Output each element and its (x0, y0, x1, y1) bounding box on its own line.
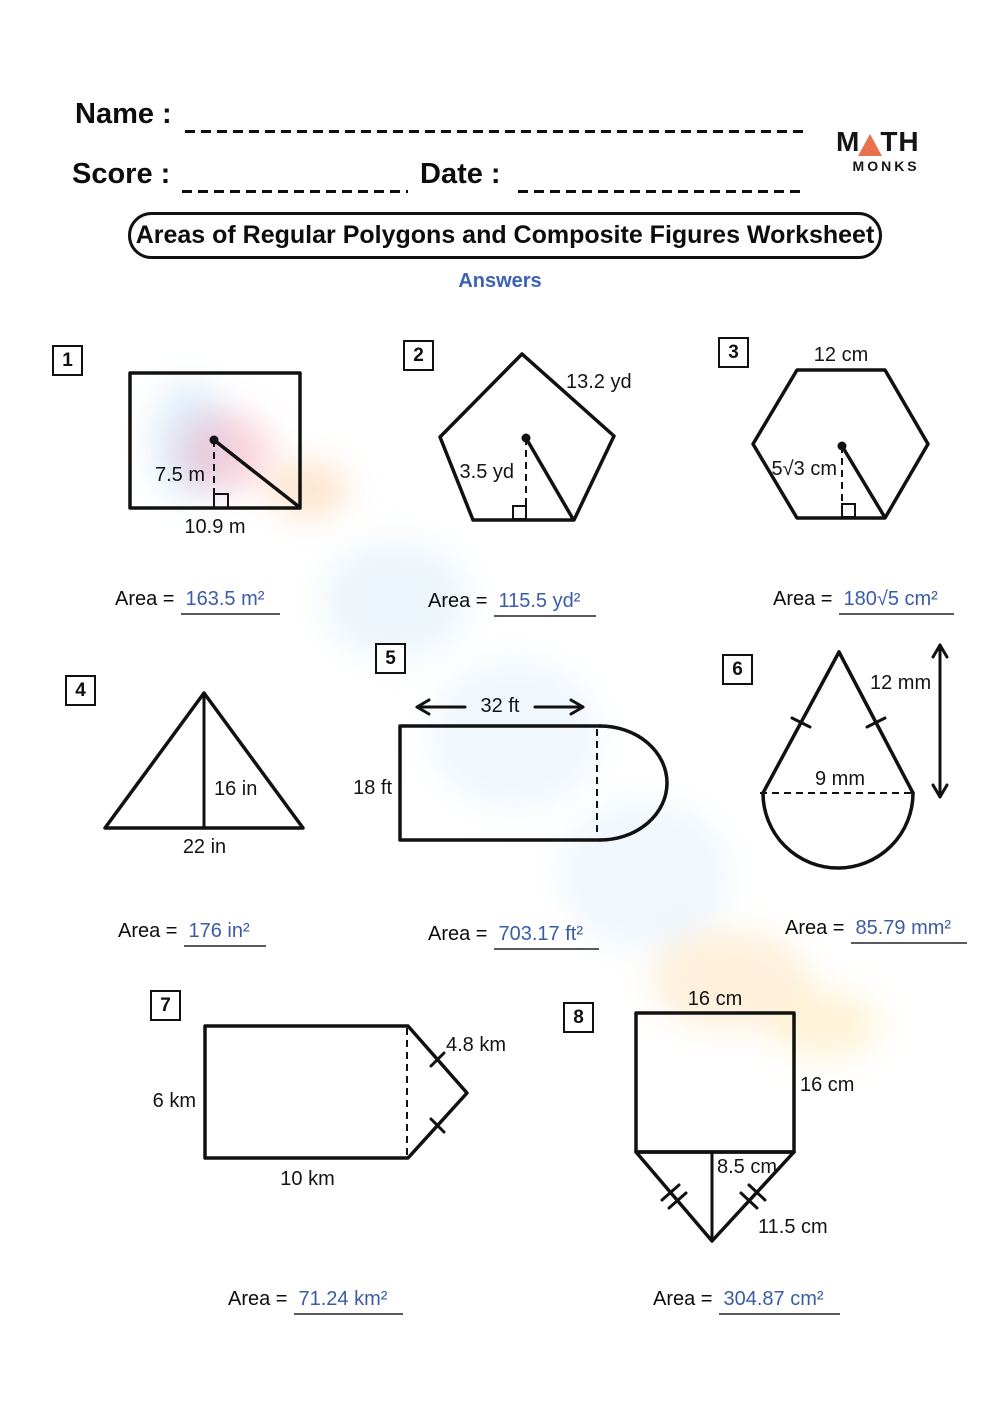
dimension-label-height: 12 mm (870, 672, 932, 694)
area-answer: 71.24 km² (294, 1288, 403, 1315)
problem-number: 6 (722, 654, 753, 685)
logo-subtitle: MONKS (852, 158, 920, 174)
area-label: Area = (118, 920, 178, 942)
logo-triangle-icon (858, 134, 882, 156)
problem-8 (555, 980, 945, 1325)
problem-5 (350, 640, 700, 960)
score-blank-line (182, 190, 408, 193)
rectangle-semicircle-figure (350, 640, 700, 870)
area-answer: 180√5 cm² (839, 588, 953, 615)
area-answer: 163.5 m² (181, 588, 280, 615)
center-dot (210, 436, 219, 445)
area-answer: 85.79 mm² (851, 917, 967, 944)
dimension-label-apothem: 3.5 yd (459, 461, 514, 483)
right-angle-marker (513, 506, 526, 519)
center-dot (522, 434, 531, 443)
area-answer: 703.17 ft² (494, 923, 599, 950)
dimension-label-base: 22 in (182, 836, 227, 858)
problem-4 (55, 660, 365, 960)
center-dot (838, 442, 847, 451)
area-line (773, 588, 954, 611)
date-blank-line (518, 190, 806, 193)
problem-number: 2 (403, 340, 434, 371)
area-line (115, 588, 280, 611)
pentagon-figure (390, 335, 690, 555)
composite-outline (205, 1026, 467, 1158)
radius-line (842, 446, 884, 516)
area-line (653, 1288, 840, 1311)
dimension-label-slant: 11.5 cm (758, 1216, 828, 1238)
semicircle-arc (763, 793, 913, 868)
dimension-label-side: 13.2 yd (566, 371, 632, 393)
square-triangle-figure (555, 980, 945, 1265)
dimension-label-right: 16 cm (800, 1074, 855, 1096)
area-label: Area = (428, 590, 488, 612)
problem-number: 7 (150, 990, 181, 1021)
problem-2 (390, 335, 690, 630)
problem-7 (140, 980, 570, 1325)
worksheet-title (128, 212, 882, 259)
area-line (428, 923, 599, 946)
logo-text-th: TH (880, 126, 920, 157)
dimension-label-top: 16 cm (687, 988, 743, 1010)
problem-number: 8 (563, 1002, 594, 1033)
dimension-label-base: 10.9 m (184, 516, 246, 538)
name-label: Name : (75, 98, 172, 130)
worksheet-title-text: Areas of Regular Polygons and Composite Figures Worksheet (135, 221, 875, 249)
dimension-label-slant: 4.8 km (446, 1034, 507, 1056)
dimension-label-apothem: 5√3 cm (771, 458, 837, 480)
dimension-label-side: 12 cm (813, 344, 869, 366)
area-answer: 304.87 cm² (719, 1288, 839, 1315)
problem-number: 5 (375, 643, 406, 674)
problem-number: 4 (65, 675, 96, 706)
problem-number: 1 (52, 345, 83, 376)
area-label: Area = (428, 923, 488, 945)
dimension-label-tri-height: 8.5 cm (717, 1156, 778, 1178)
logo-text-m: M (836, 126, 861, 157)
semicircle-arc (600, 726, 667, 840)
right-angle-marker (842, 504, 855, 517)
square-outline (636, 1013, 794, 1152)
dimension-label-width: 32 ft (480, 695, 520, 717)
date-label: Date : (420, 158, 501, 190)
area-label: Area = (228, 1288, 288, 1310)
area-label: Area = (115, 588, 175, 610)
area-label: Area = (653, 1288, 713, 1310)
problem-3 (705, 330, 1000, 630)
area-label: Area = (785, 917, 845, 939)
area-label: Area = (773, 588, 833, 610)
dimension-label-apothem: 7.5 m (154, 464, 205, 486)
dimension-label-height: 16 in (214, 778, 258, 800)
area-line (785, 917, 967, 940)
radius-line (214, 440, 298, 506)
area-answer: 176 in² (184, 920, 265, 947)
logo-wordmark (836, 128, 920, 156)
problem-number: 3 (718, 337, 749, 368)
answers-heading: Answers (458, 270, 542, 292)
area-line (428, 590, 596, 613)
dimension-label-side: 6 km (152, 1090, 196, 1112)
score-label: Score : (72, 158, 171, 190)
math-monks-logo (836, 128, 920, 174)
dimension-label-height: 18 ft (353, 777, 392, 799)
name-blank-line (185, 130, 805, 133)
area-answer: 115.5 yd² (494, 590, 596, 617)
area-line (118, 920, 266, 943)
problem-6 (700, 630, 1000, 950)
rectangle-outline (400, 726, 600, 840)
problem-1 (50, 340, 340, 630)
area-line (228, 1288, 403, 1311)
radius-line (526, 438, 573, 519)
dimension-label-diameter: 9 mm (815, 768, 865, 790)
right-angle-marker (214, 494, 228, 508)
dimension-label-base: 10 km (280, 1168, 335, 1190)
